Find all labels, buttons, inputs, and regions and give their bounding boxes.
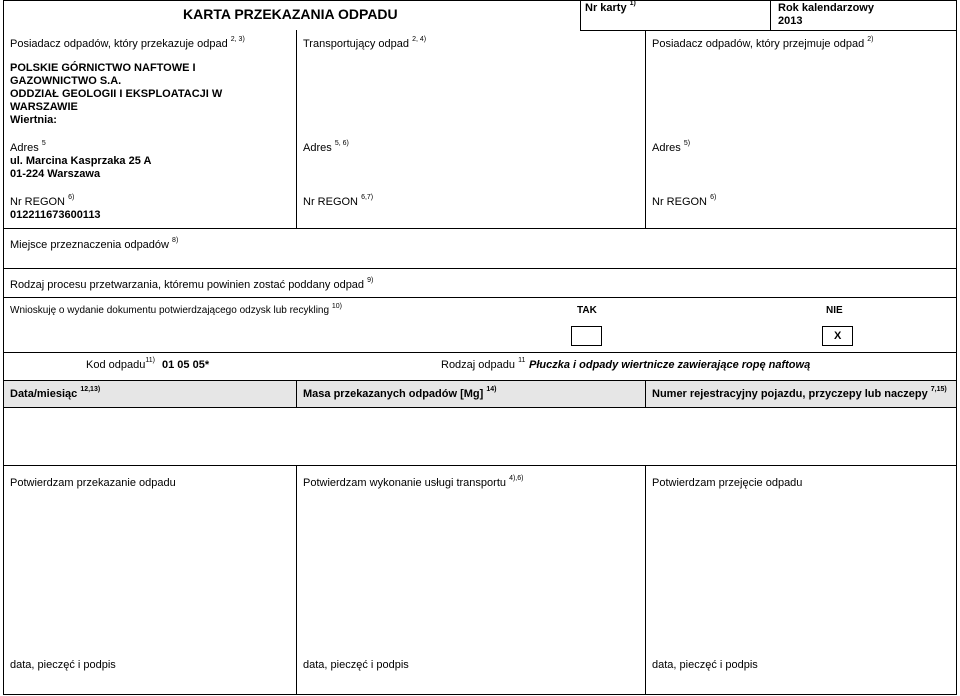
receiver-regon-label: Nr REGON $^{6)}$ xyxy=(652,194,717,208)
signature-caption: data, pieczęć i podpis xyxy=(303,659,409,671)
sender-regon-value[interactable]: 012211673600113 xyxy=(10,209,101,221)
waste-code-label: Kod odpadu$^{11)}$ xyxy=(86,357,155,371)
sender-address-label: Adres $^5$ xyxy=(10,140,46,154)
recycling-no-checkbox[interactable] xyxy=(822,326,853,346)
sender-regon-label: Nr REGON $^{6)}$ xyxy=(10,194,75,208)
confirm-takeover-label: Potwierdzam przejęcie odpadu xyxy=(652,477,803,489)
transporter-regon-label: Nr REGON $^{6,7)}$ xyxy=(303,194,374,208)
sender-name-line: GAZOWNICTWO S.A. xyxy=(10,75,122,87)
confirm-handover-label: Potwierdzam przekazanie odpadu xyxy=(10,477,176,489)
transport-signature-area[interactable] xyxy=(297,492,645,652)
receiver-address-label: Adres $^{5)}$ xyxy=(652,140,691,154)
transporter-address-label: Adres $^{5, 6)}$ xyxy=(303,140,349,154)
signature-caption: data, pieczęć i podpis xyxy=(10,659,116,671)
recycling-yes-label: TAK xyxy=(577,305,597,316)
table-body[interactable] xyxy=(4,408,956,465)
recycling-label: Wnioskuję o wydanie dokumentu potwierdzającego odzysk lub recykling $^{10)}$ xyxy=(10,302,342,316)
form-title: KARTA PRZEKAZANIA ODPADU xyxy=(183,6,398,22)
table-col-vehicle: Numer rejestracyjny pojazdu, przyczepy lub naczepy $^{7,15)}$ xyxy=(652,386,947,400)
recycling-no-label: NIE xyxy=(826,305,843,316)
year-value[interactable]: 2013 xyxy=(778,15,803,27)
takeover-signature-area[interactable] xyxy=(646,492,956,652)
receiver-label: Posiadacz odpadów, który przejmuje odpad $^{2)}$ xyxy=(652,36,874,50)
sender-name-line: ODDZIAŁ GEOLOGII I EKSPLOATACJI W xyxy=(10,88,223,100)
waste-type-value[interactable]: Płuczka i odpady wiertnicze zawierające ropę naftową xyxy=(529,359,811,371)
process-label: Rodzaj procesu przetwarzania, któremu powinien zostać poddany odpad $^{9)}$ xyxy=(10,277,374,291)
sender-address-line[interactable]: ul. Marcina Kasprzaka 25 A xyxy=(10,155,152,167)
waste-code-value[interactable]: 01 05 05* xyxy=(162,359,210,371)
waste-type-label: Rodzaj odpadu $^{11}$ xyxy=(441,357,526,371)
signature-caption: data, pieczęć i podpis xyxy=(652,659,758,671)
sender-name-line: Wiertnia: xyxy=(10,114,57,126)
recycling-yes-checkbox[interactable] xyxy=(571,326,602,346)
confirm-transport-label: Potwierdzam wykonanie usługi transportu $^{4),6)}$ xyxy=(303,475,524,489)
destination-label: Miejsce przeznaczenia odpadów $^{8)}$ xyxy=(10,237,179,251)
transporter-label: Transportujący odpad $^{2, 4)}$ xyxy=(303,36,427,50)
card-number-label: Nr karty $^{1)}$ xyxy=(585,0,636,14)
sender-label: Posiadacz odpadów, który przekazuje odpad $^{2, 3)}$ xyxy=(10,36,245,50)
table-col-mass: Masa przekazanych odpadów [Mg] $^{14)}$ xyxy=(303,386,497,400)
sender-address-line[interactable]: 01-224 Warszawa xyxy=(10,168,101,180)
checkmark-x-icon: X xyxy=(834,330,842,342)
handover-signature-area[interactable] xyxy=(4,492,296,652)
table-col-date: Data/miesiąc $^{12,13)}$ xyxy=(10,386,101,400)
year-label: Rok kalendarzowy xyxy=(778,2,874,14)
sender-name-line: POLSKIE GÓRNICTWO NAFTOWE I xyxy=(10,62,196,74)
sender-name-line: WARSZAWIE xyxy=(10,101,78,113)
